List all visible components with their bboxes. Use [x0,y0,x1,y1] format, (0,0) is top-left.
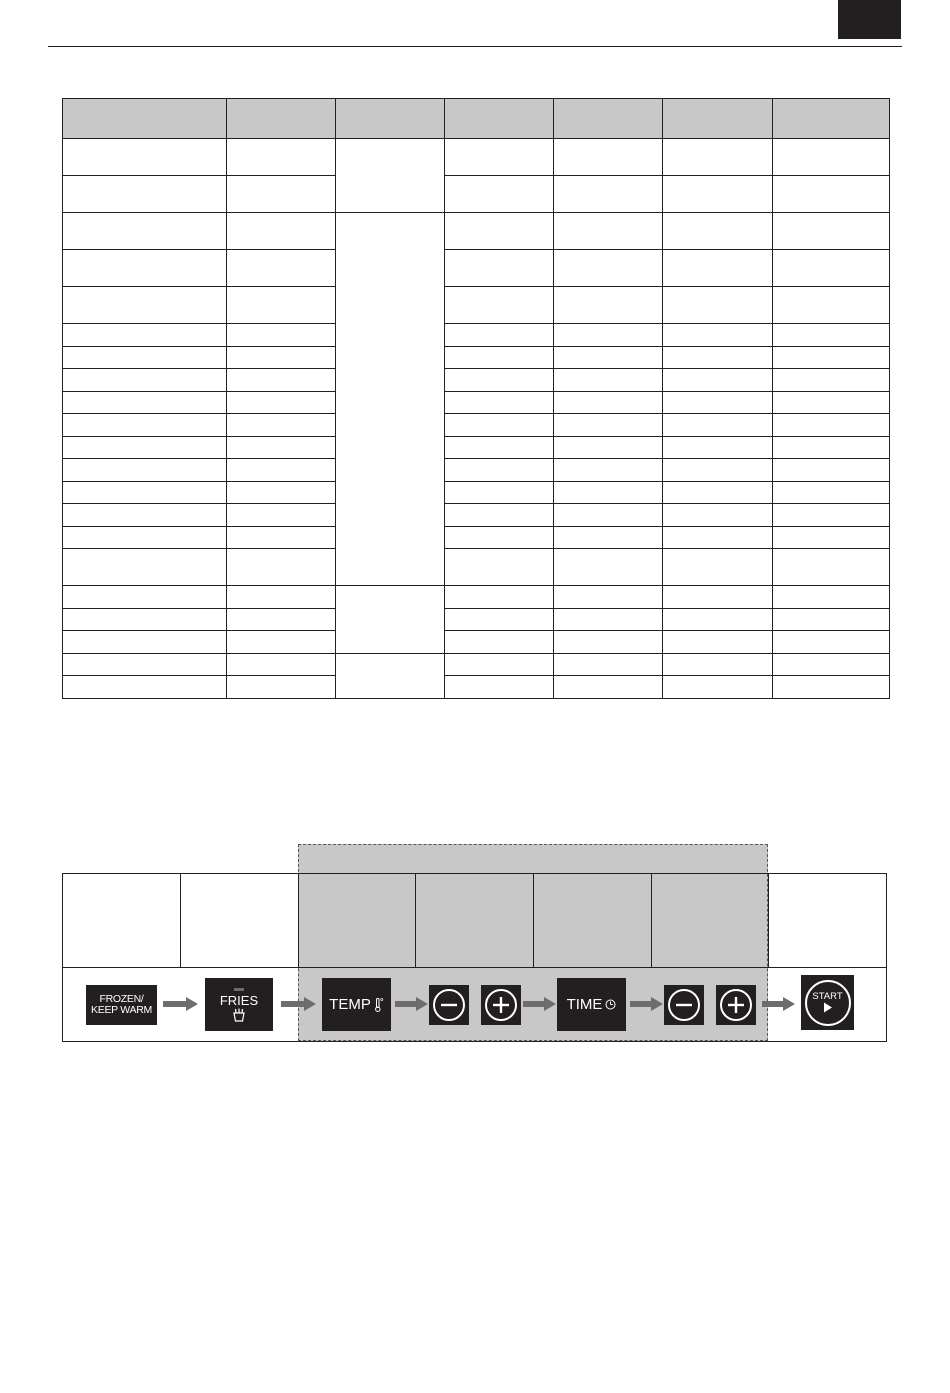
table-row [63,653,890,676]
frozen-keep-warm-button[interactable] [86,985,157,1025]
arrow-right-icon [163,997,199,1011]
table-row [63,346,890,369]
frozen-keep-warm-label: FROZEN/ KEEP WARM [91,993,152,1016]
temp-minus-button[interactable] [429,985,469,1025]
table-row [63,526,890,549]
cooking-table [62,98,890,699]
table-row [63,676,890,699]
sequence-frame [62,873,887,1042]
column-divider [298,873,299,967]
table-header-cell [445,99,554,139]
table-row [63,414,890,437]
time-label: TIME [566,996,603,1013]
table-row [63,436,890,459]
fries-button[interactable] [205,978,273,1031]
arrow-right-icon [281,997,317,1011]
sequence-divider [62,967,887,968]
indicator-led [234,988,244,991]
table-row [63,459,890,482]
arrow-right-icon [762,997,796,1011]
merged-cell [336,586,445,654]
start-button[interactable] [801,975,854,1030]
column-divider [533,873,534,967]
header-rule [48,46,902,47]
clock-icon [605,999,616,1010]
column-divider [768,873,769,967]
temp-label: TEMP [329,996,371,1013]
arrow-right-icon [523,997,557,1011]
temp-button[interactable] [322,978,391,1031]
column-divider [415,873,416,967]
table-row [63,608,890,631]
table-row [63,369,890,392]
table-row [63,549,890,586]
merged-cell [336,653,445,698]
arrow-right-icon [395,997,429,1011]
table-row [63,324,890,347]
time-plus-button[interactable] [716,985,756,1025]
time-button[interactable] [557,978,626,1031]
fries-icon [231,1008,247,1022]
table-header-cell [63,99,227,139]
arrow-right-icon [630,997,664,1011]
table-row [63,631,890,654]
temp-plus-button[interactable] [481,985,521,1025]
table-row [63,250,890,287]
table-header-cell [554,99,663,139]
table-header-row [63,99,890,139]
start-ring [805,980,851,1026]
column-divider [651,873,652,967]
table-row [63,287,890,324]
fries-label: FRIES [219,992,259,1008]
plus-icon [719,988,753,1022]
table-row [63,481,890,504]
play-icon [823,1002,833,1013]
table-row [63,176,890,213]
page-number-tab [838,0,901,39]
plus-icon [484,988,518,1022]
time-minus-button[interactable] [664,985,704,1025]
table-row [63,139,890,176]
merged-cell [336,213,445,586]
table-row [63,391,890,414]
minus-icon [667,988,701,1022]
table-header-cell [773,99,890,139]
column-divider [180,873,181,967]
table-row [63,504,890,527]
table-header-cell [227,99,336,139]
merged-cell [336,139,445,213]
minus-icon [432,988,466,1022]
table-row [63,213,890,250]
table-header-cell [336,99,445,139]
start-label: START [812,991,843,1002]
table-header-cell [663,99,773,139]
table-row [63,586,890,609]
thermometer-icon [374,998,384,1012]
